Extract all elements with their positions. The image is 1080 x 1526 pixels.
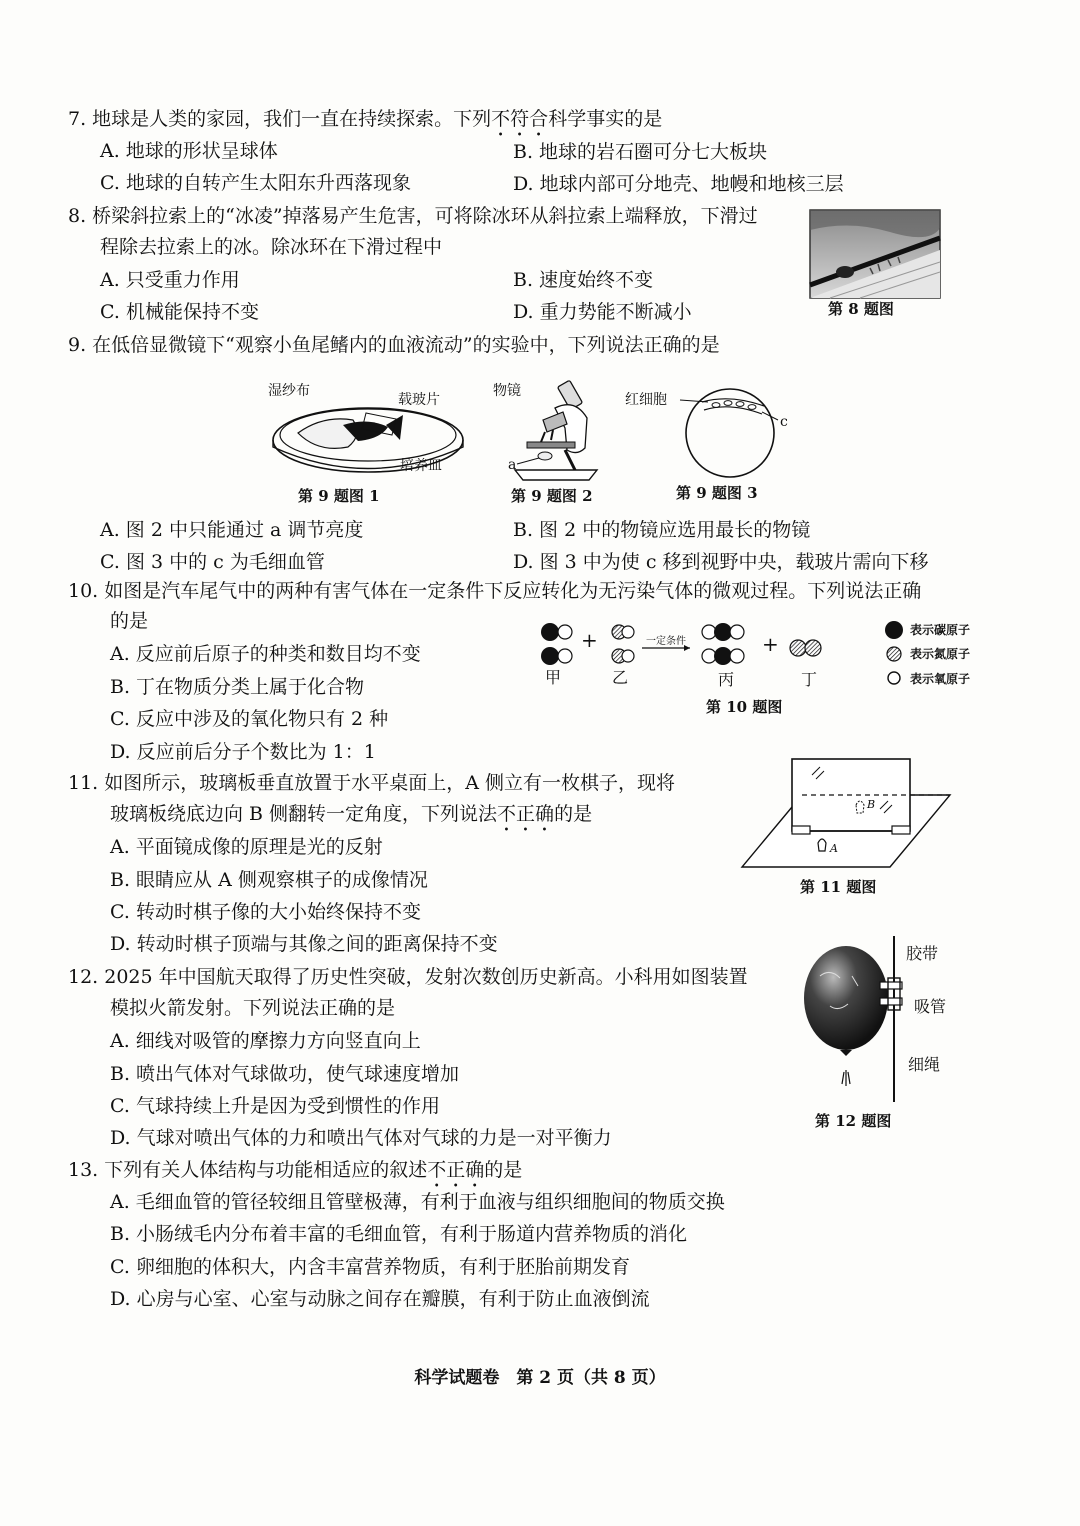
q12-label-tape: 胶带 (906, 944, 939, 963)
q7-option-a: A. 地球的形状呈球体 (100, 140, 278, 162)
q13-option-d: D. 心房与心室、心室与动脉之间存在瓣膜，有利于防止血液倒流 (110, 1288, 650, 1310)
q13-stem-emphasis: 不正确 (427, 1159, 485, 1181)
q11-label-b: B (867, 798, 876, 811)
q12-option-d: D. 气球对喷出气体的力和喷出气体对气球的力是一对平衡力 (110, 1127, 612, 1149)
q13-stem-text-end: 的是 (484, 1159, 523, 1181)
q12-label-straw: 吸管 (914, 997, 947, 1016)
q12-option-b: B. 喷出气体对气球做功，使气球速度增加 (110, 1063, 460, 1085)
q9-option-d: D. 图 3 中为使 c 移到视野中央，载玻片需向下移 (513, 551, 929, 573)
q10-figure-caption: 第 10 题图 (706, 698, 783, 716)
q8-option-c: C. 机械能保持不变 (100, 301, 259, 323)
q10-legend-carbon: 表示碳原子 (910, 623, 971, 637)
q13-stem-text: 13. 下列有关人体结构与功能相适应的叙述 (68, 1159, 428, 1181)
page-footer: 科学试题卷 第 2 页（共 8 页） (414, 1368, 666, 1388)
q8-bridge-cable-photo (810, 210, 940, 298)
q12-stem-line2: 模拟火箭发射。下列说法正确的是 (110, 997, 396, 1019)
q8-option-a: A. 只受重力作用 (100, 269, 240, 291)
q10-legend-oxygen: 表示氧原子 (910, 672, 971, 686)
q9-figure3-field-of-view (680, 388, 790, 478)
q10-plus-sign-1: + (581, 628, 598, 652)
q11-stem-line2 (110, 802, 592, 836)
q11-mirror-diagram (740, 757, 952, 869)
q10-stem-line1: 10. 如图是汽车尾气中的两种有害气体在一定条件下反应转化为无污染气体的微观过程。下列说法正确 (68, 580, 922, 602)
q13-option-a: A. 毛细血管的管径较细且管壁极薄，有利于血液与组织细胞间的物质交换 (110, 1191, 725, 1213)
q7-stem-text-end: 科学事实的是 (548, 108, 663, 130)
q11-stem-line1: 11. 如图所示，玻璃板垂直放置于水平桌面上，A 侧立有一枚棋子，现将 (68, 772, 676, 794)
q9-fig3-label-c: c (780, 414, 788, 430)
q9-figure1-caption: 第 9 题图 1 (298, 487, 380, 505)
q7-stem-emphasis: 不符合 (491, 108, 549, 130)
q11-stem-emphasis: 不正确 (497, 803, 555, 825)
q9-fig1-label-slide: 载玻片 (398, 392, 440, 408)
q12-option-a: A. 细线对吸管的摩擦力方向竖直向上 (110, 1030, 421, 1052)
q8-stem-line1: 8. 桥梁斜拉索上的“冰凌”掉落易产生危害，可将除冰环从斜拉索上端释放，下滑过 (68, 205, 758, 227)
q10-label-jia: 甲 (545, 668, 562, 687)
q9-fig1-label-wet-cloth: 湿纱布 (268, 383, 310, 399)
q13-option-c: C. 卵细胞的体积大，内含丰富营养物质，有利于胚胎前期发育 (110, 1256, 630, 1278)
q7-option-d: D. 地球内部可分地壳、地幔和地核三层 (513, 173, 844, 195)
q10-reaction-condition: 一定条件 (646, 636, 686, 647)
q7-stem-text: 7. 地球是人类的家园，我们一直在持续探索。下列 (68, 108, 492, 130)
q11-stem-text-end: 的是 (554, 803, 593, 825)
q11-option-c: C. 转动时棋子像的大小始终保持不变 (110, 901, 421, 923)
q10-label-yi: 乙 (612, 668, 629, 687)
q9-fig1-label-dish: 培养皿 (400, 458, 442, 474)
q8-option-b: B. 速度始终不变 (513, 269, 654, 291)
q9-figure3-caption: 第 9 题图 3 (676, 484, 758, 502)
q10-legend-nitrogen: 表示氮原子 (910, 647, 971, 661)
q9-option-b: B. 图 2 中的物镜应选用最长的物镜 (513, 519, 811, 541)
q9-fig2-label-a: a (508, 457, 517, 473)
q12-option-c: C. 气球持续上升是因为受到惯性的作用 (110, 1095, 440, 1117)
q10-legend-icons (882, 620, 906, 690)
q7-option-b: B. 地球的岩石圈可分七大板块 (513, 141, 768, 163)
q12-label-string: 细绳 (908, 1055, 941, 1074)
q11-option-a: A. 平面镜成像的原理是光的反射 (110, 836, 383, 858)
q11-label-a: A (830, 842, 838, 855)
q12-balloon-rocket-diagram (800, 936, 910, 1102)
q9-option-c: C. 图 3 中的 c 为毛细血管 (100, 551, 325, 573)
q8-stem-line2: 程除去拉索上的冰。除冰环在下滑过程中 (100, 236, 443, 258)
q10-plus-sign-2: + (762, 632, 779, 656)
q9-fig3-label-rbc: 红细胞 (625, 392, 667, 408)
q13-option-b: B. 小肠绒毛内分布着丰富的毛细血管，有利于肠道内营养物质的消化 (110, 1223, 688, 1245)
q9-stem: 9. 在低倍显微镜下“观察小鱼尾鳍内的血液流动”的实验中，下列说法正确的是 (68, 334, 720, 356)
q8-figure-caption: 第 8 题图 (828, 300, 894, 318)
q10-option-b: B. 丁在物质分类上属于化合物 (110, 676, 365, 698)
q10-option-a: A. 反应前后原子的种类和数目均不变 (110, 643, 421, 665)
q11-option-d: D. 转动时棋子顶端与其像之间的距离保持不变 (110, 933, 498, 955)
q7-stem (68, 107, 662, 141)
q11-option-b: B. 眼睛应从 A 侧观察棋子的成像情况 (110, 869, 428, 891)
q11-figure-caption: 第 11 题图 (800, 878, 877, 896)
q9-figure2-caption: 第 9 题图 2 (511, 487, 593, 505)
q13-stem (68, 1158, 522, 1192)
q10-option-c: C. 反应中涉及的氧化物只有 2 种 (110, 708, 389, 730)
q8-option-d: D. 重力势能不断减小 (513, 301, 692, 323)
q10-stem-line2: 的是 (110, 610, 149, 632)
q10-label-ding: 丁 (801, 670, 818, 689)
q11-stem-text: 玻璃板绕底边向 B 侧翻转一定角度，下列说法 (110, 803, 498, 825)
q12-figure-caption: 第 12 题图 (815, 1112, 892, 1130)
q10-option-d: D. 反应前后分子个数比为 1：1 (110, 741, 376, 763)
q9-option-a: A. 图 2 中只能通过 a 调节亮度 (100, 519, 364, 541)
q12-stem-line1: 12. 2025 年中国航天取得了历史性突破，发射次数创历史新高。小科用如图装置 (68, 966, 748, 988)
q9-fig2-label-objective: 物镜 (493, 383, 521, 399)
q10-label-bing: 丙 (718, 670, 735, 689)
q7-option-c: C. 地球的自转产生太阳东升西落现象 (100, 172, 411, 194)
